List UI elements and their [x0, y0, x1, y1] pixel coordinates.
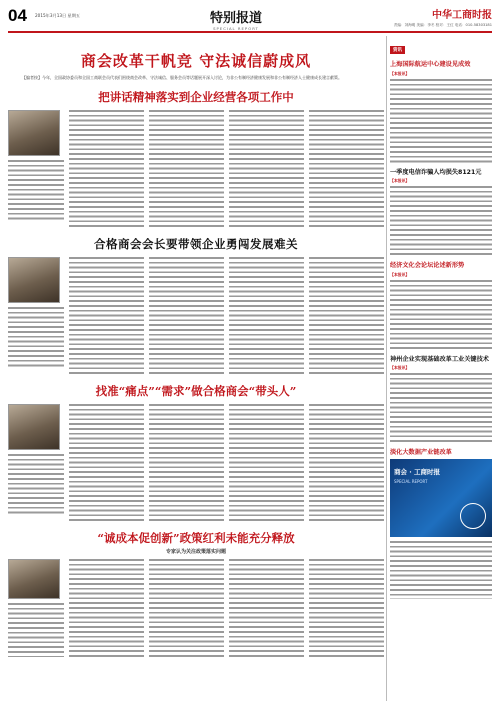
article-1-col-2: [149, 110, 224, 228]
article-4-col-4: [309, 559, 384, 659]
article-2: [8, 236, 384, 375]
ad-line: SPECIAL REPORT: [394, 478, 428, 484]
article-1-col-4: [309, 110, 384, 228]
article-2-col-1: [69, 257, 144, 375]
news-sidebar: [390, 36, 492, 701]
article-4-sidebar-text: [8, 603, 64, 657]
article-4-photo: [8, 559, 60, 599]
article-2-photo: [8, 257, 60, 303]
sidebar-item-1-text: [390, 79, 492, 165]
section-title-cn: 特别报道: [209, 11, 262, 26]
article-4-col-2: [149, 559, 224, 659]
sidebar-item-4-sub: 【本报讯】: [390, 365, 410, 370]
article-3-photo: [8, 404, 60, 450]
page-headline: 商会改革干帆竞 守法诚信蔚成风: [80, 52, 312, 70]
publication-date: 2015年3月13日 星期五: [35, 13, 81, 18]
sidebar-item-2-title: 一季度电信诈骗人均损失8121元: [390, 168, 482, 176]
article-1-col-3: [229, 110, 304, 228]
sidebar-item-3-text: [390, 280, 492, 352]
article-1-photo: [8, 110, 60, 156]
article-2-title: 合格商会会长要带领企业勇闯发展难关: [94, 236, 298, 251]
article-1: [8, 89, 384, 228]
article-3-col-2: [149, 404, 224, 522]
sidebar-advertisement: [390, 459, 492, 537]
sidebar-item-4-text: [390, 373, 492, 445]
article-2-sidebar-text: [8, 307, 64, 369]
article-3-title: 找准“痛点”“需求”做合格商会“带头人”: [95, 383, 297, 398]
article-3-col-1: [69, 404, 144, 522]
article-4-subtitle: 专家认为关注政策落实问题: [165, 548, 226, 555]
article-4-col-3: [229, 559, 304, 659]
article-3-col-3: [229, 404, 304, 522]
article-3-sidebar-text: [8, 454, 64, 516]
article-3: [8, 383, 384, 522]
article-1-sidebar-text: [8, 160, 64, 222]
sidebar-item-2-text: [390, 186, 492, 258]
ad-title: 商会 · 工商时报: [394, 467, 440, 476]
main-column: [8, 36, 384, 701]
article-1-col-1: [69, 110, 144, 228]
section-title-en: SPECIAL REPORT: [213, 26, 259, 31]
sidebar-item-2-sub: 【本报讯】: [390, 178, 410, 183]
column-divider: [386, 36, 387, 701]
article-2-col-2: [149, 257, 224, 375]
ad-logo-icon: [460, 503, 486, 529]
sidebar-label: 资讯: [390, 46, 405, 54]
article-4-col-1: [69, 559, 144, 659]
sidebar-item-5-text: [390, 541, 492, 599]
lead-paragraph: 【编者按】今年，全国政协委员和全国工商联会员代表们围绕商会改革、守法诚信、服务会员等话题展开深入讨论，为非公有制经济健康发展和非公有制经济人士健康成长建言献策。: [22, 75, 342, 80]
sidebar-item-3-sub: 【本报讯】: [390, 271, 410, 277]
article-4: [8, 530, 384, 659]
masthead-brand: [394, 6, 492, 28]
article-3-col-4: [309, 404, 384, 522]
sidebar-item-1-title: 上海国际航运中心建设见成效: [390, 61, 471, 68]
section-title: [204, 7, 268, 31]
article-2-col-4: [309, 257, 384, 375]
sidebar-item-3-title: 经济文化会论坛论述新形势: [390, 262, 465, 269]
article-1-title: 把讲话精神落实到企业经营各项工作中: [98, 89, 294, 104]
brand-name: 中华工商时报: [432, 10, 492, 21]
page-header: [8, 6, 492, 30]
article-4-title: “诚成本促创新”政策红利未能充分释放: [97, 530, 295, 545]
article-2-col-3: [229, 257, 304, 375]
header-divider: [8, 31, 492, 33]
page-number: 04: [8, 6, 27, 25]
editor-info: 责编：刘海明 美编：李冬 校对：王红 电话：010-58303181: [393, 23, 492, 27]
sidebar-item-5-title: 淡化大数据产业链改革: [390, 449, 452, 456]
sidebar-item-1-sub: 【本报讯】: [390, 70, 410, 76]
sidebar-item-4-title: 神州企业实现基础改革工业关键技术: [390, 355, 489, 363]
